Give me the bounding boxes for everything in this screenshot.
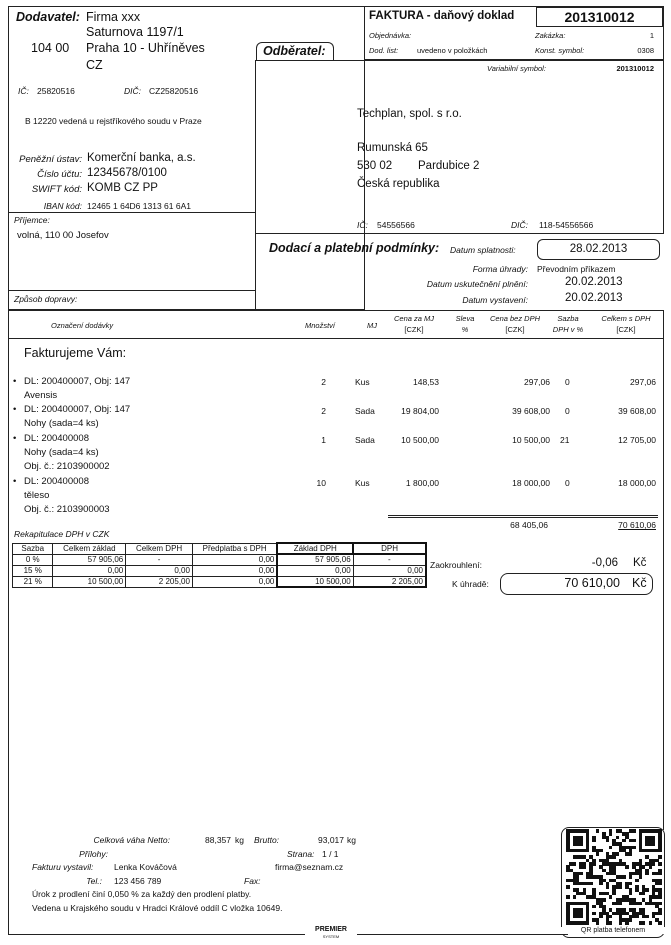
swift-code: KOMB CZ PP xyxy=(87,182,158,194)
vat-header-tax-base: Základ DPH xyxy=(277,543,353,554)
invoice-number: 201310012 xyxy=(536,7,663,27)
qr-module xyxy=(639,902,643,906)
item-rate: 0 xyxy=(565,377,570,387)
col-price-1: Cena za MJ xyxy=(393,314,435,323)
qr-module xyxy=(599,915,603,919)
account-label: Číslo účtu: xyxy=(37,169,82,180)
qr-module xyxy=(632,829,636,833)
bank-label: Peněžní ústav: xyxy=(19,154,82,165)
qr-module xyxy=(596,921,600,925)
qr-module xyxy=(586,849,590,853)
qr-module xyxy=(579,872,583,876)
qr-module xyxy=(629,918,633,922)
table-row xyxy=(13,576,427,587)
var-symbol-value: 201310012 xyxy=(616,64,654,73)
vat-cell: 0,00 xyxy=(192,565,277,576)
qr-module xyxy=(652,842,656,846)
terms-title: Dodací a platební podmínky: xyxy=(269,241,440,255)
rounding-label: Zaokrouhlení: xyxy=(430,560,482,570)
payment-label: Forma úhrady: xyxy=(472,264,528,274)
table-header-row xyxy=(13,543,427,554)
col-rate-2: DPH v % xyxy=(552,325,584,334)
customer-zip: 530 02 xyxy=(357,160,393,172)
brand-sub: SYSTEM xyxy=(322,934,340,939)
qr-module xyxy=(649,921,653,925)
list-item-bullet: • xyxy=(13,476,17,487)
item-base: 10 500,00 xyxy=(512,435,550,445)
qr-module xyxy=(625,865,629,869)
invoice-title: FAKTURA - daňový doklad xyxy=(369,10,515,22)
weight-net-value: 88,357 xyxy=(205,835,231,845)
payment-value: Převodním příkazem xyxy=(537,264,616,274)
qr-module xyxy=(609,832,613,836)
item-rate: 0 xyxy=(565,478,570,488)
supplier-ic: 25820516 xyxy=(37,86,75,96)
qr-module xyxy=(573,895,577,899)
qr-module xyxy=(658,872,662,876)
item-rate: 0 xyxy=(565,406,570,416)
supplier-street: Saturnova 1197/1 xyxy=(86,25,184,39)
item-line1: DL: 200400007, Obj: 147 xyxy=(24,376,131,387)
list-item-bullet: • xyxy=(13,404,17,415)
qr-module xyxy=(599,882,603,886)
qr-module xyxy=(592,839,596,843)
qr-module xyxy=(596,852,600,856)
vat-cell: 0,00 xyxy=(192,554,277,565)
const-symbol-value: 0308 xyxy=(637,46,654,55)
vat-recap-title: Rekapitulace DPH v CZK xyxy=(14,529,110,539)
qr-module xyxy=(616,852,620,856)
issued-date-label: Datum vystavení: xyxy=(462,295,528,305)
item-base: 39 608,00 xyxy=(512,406,550,416)
item-qty: 2 xyxy=(321,406,326,416)
vat-header-prepay: Předplatba s DPH xyxy=(192,543,277,554)
brand-name: PREMIER xyxy=(315,926,347,933)
col-discount-2: % xyxy=(461,325,469,334)
qr-module xyxy=(612,892,616,896)
page-value: 1 / 1 xyxy=(322,849,339,859)
delivery-note-label: Dod. list: xyxy=(369,46,399,55)
vat-cell: - xyxy=(353,554,426,565)
qr-module xyxy=(566,885,570,889)
supplier-country: CZ xyxy=(86,58,103,72)
item-line1: DL: 200400008 xyxy=(24,476,89,487)
item-qty: 2 xyxy=(321,377,326,387)
vat-cell: 2 205,00 xyxy=(353,576,426,587)
customer-street: Rumunská 65 xyxy=(357,142,428,154)
email: firma@seznam.cz xyxy=(275,862,344,872)
item-line1: DL: 200400008 xyxy=(24,433,89,444)
vat-header-vat: Celkem DPH xyxy=(126,543,193,554)
qr-module xyxy=(573,862,577,866)
vat-cell: 57 905,06 xyxy=(53,554,126,565)
customer-country: Česká republika xyxy=(357,178,440,190)
const-symbol-label: Konst. symbol: xyxy=(535,46,585,55)
col-unit: MJ xyxy=(367,321,377,330)
col-total-2: [CZK] xyxy=(616,325,636,334)
qr-module xyxy=(658,882,662,886)
qr-module xyxy=(619,921,623,925)
qr-module xyxy=(596,829,600,833)
item-line2: těleso xyxy=(24,490,50,501)
item-price: 10 500,00 xyxy=(401,435,439,445)
qr-module xyxy=(642,892,646,896)
vat-header-rate: Sazba xyxy=(13,543,53,554)
swift-label: SWIFT kód: xyxy=(31,184,82,195)
item-rate: 21 xyxy=(560,435,570,445)
item-line2: Nohy (sada=4 ks) xyxy=(24,418,99,429)
qr-module xyxy=(579,915,583,919)
weight-gross-unit: kg xyxy=(347,835,356,845)
brand-logo xyxy=(305,926,357,940)
fax-label: Fax: xyxy=(244,876,261,886)
qr-module xyxy=(609,895,613,899)
qr-module xyxy=(586,921,590,925)
item-qty: 1 xyxy=(321,435,326,445)
qr-module xyxy=(635,915,639,919)
col-total-1: Celkem s DPH xyxy=(601,314,651,323)
vat-recap-table xyxy=(12,542,427,588)
item-qty: 10 xyxy=(316,478,326,488)
item-line3: Obj. č.: 2103900003 xyxy=(24,504,110,515)
customer-dic: 118-54556566 xyxy=(539,220,594,230)
iban-code: 12465 1 64D6 1313 61 6A1 xyxy=(87,201,191,211)
supplier-dic: CZ25820516 xyxy=(149,86,199,96)
qr-module xyxy=(616,836,620,840)
col-rate-1: Sazba xyxy=(557,314,579,323)
item-unit: Kus xyxy=(355,478,370,488)
issuer-name: Lenka Kováčová xyxy=(114,862,177,872)
qr-module xyxy=(625,921,629,925)
customer-ic: 54556566 xyxy=(377,220,415,230)
table-row xyxy=(13,565,427,576)
qr-module xyxy=(599,849,603,853)
qr-module xyxy=(619,902,623,906)
col-base-1: Cena bez DPH xyxy=(489,314,541,323)
qr-caption: QR platba telefonem xyxy=(561,927,665,934)
item-line2: Nohy (sada=4 ks) xyxy=(24,447,99,458)
vat-cell: 57 905,06 xyxy=(277,554,353,565)
col-name: Označení dodávky xyxy=(51,321,114,330)
qr-module xyxy=(645,872,649,876)
delivery-note-value: uvedeno v položkách xyxy=(417,46,488,55)
item-price: 19 804,00 xyxy=(401,406,439,416)
qr-module xyxy=(592,912,596,916)
qr-module xyxy=(606,839,610,843)
qr-module xyxy=(606,885,610,889)
vat-cell: 10 500,00 xyxy=(53,576,126,587)
weight-gross-label: Brutto: xyxy=(254,835,280,845)
supplier-ic-label: IČ: xyxy=(18,86,29,96)
qr-module xyxy=(566,895,570,899)
vat-header-base: Celkem základ xyxy=(53,543,126,554)
recipient-label: Příjemce: xyxy=(14,215,50,225)
contract-value: 1 xyxy=(649,31,654,40)
iban-label: IBAN kód: xyxy=(43,201,82,211)
vat-cell: 0 % xyxy=(13,554,53,565)
rounding-value: -0,06 xyxy=(591,557,618,569)
supplier-register: B 12220 vedená u rejstříkového soudu v Praze xyxy=(25,116,202,126)
order-label: Objednávka: xyxy=(369,31,412,40)
vat-cell: - xyxy=(126,554,193,565)
qr-module xyxy=(658,912,662,916)
vat-cell: 0,00 xyxy=(53,565,126,576)
total-base: 68 405,06 xyxy=(510,520,548,530)
issued-date-value: 20.02.2013 xyxy=(565,292,623,304)
to-pay-currency: Kč xyxy=(632,576,647,590)
qr-module xyxy=(629,875,633,879)
qr-module xyxy=(642,921,646,925)
phone-value: 123 456 789 xyxy=(114,876,162,886)
qr-module xyxy=(658,862,662,866)
col-qty: Množství xyxy=(305,321,336,330)
item-total: 297,06 xyxy=(630,377,656,387)
qr-module xyxy=(589,882,593,886)
col-price-2: [CZK] xyxy=(404,325,424,334)
court-note: Vedena u Krajského soudu v Hradci Králové oddíl C vložka 10649. xyxy=(32,903,283,913)
col-discount-1: Sleva xyxy=(455,314,475,323)
qr-module xyxy=(612,855,616,859)
item-line3: Obj. č.: 2103900002 xyxy=(24,461,110,472)
item-line2: Avensis xyxy=(24,390,58,401)
qr-module xyxy=(632,846,636,850)
qr-module xyxy=(645,888,649,892)
taxable-date-value: 20.02.2013 xyxy=(565,276,623,288)
supplier-dic-label: DIČ: xyxy=(124,86,141,96)
qr-module xyxy=(609,846,613,850)
attachments-label: Přílohy: xyxy=(79,849,108,859)
qr-module xyxy=(629,892,633,896)
customer-ic-label: IČ: xyxy=(357,220,368,230)
qr-module xyxy=(658,895,662,899)
qr-code-icon[interactable] xyxy=(566,829,662,927)
item-total: 39 608,00 xyxy=(618,406,656,416)
qr-module xyxy=(635,879,639,883)
due-date-value: 28.02.2013 xyxy=(537,239,660,260)
supplier-city: Praha 10 - Uhříněves xyxy=(86,41,205,55)
vat-cell: 21 % xyxy=(13,576,53,587)
item-price: 148,53 xyxy=(413,377,439,387)
qr-module xyxy=(629,852,633,856)
qr-module xyxy=(629,882,633,886)
total-with-vat: 70 610,06 xyxy=(618,520,656,530)
page-label: Strana: xyxy=(287,849,315,859)
weight-gross-value: 93,017 xyxy=(318,835,344,845)
issuer-label: Fakturu vystavil: xyxy=(32,862,94,872)
vat-cell: 0,00 xyxy=(353,565,426,576)
qr-module xyxy=(602,898,606,902)
qr-module xyxy=(622,839,626,843)
col-base-2: [CZK] xyxy=(505,325,525,334)
table-row xyxy=(13,554,427,565)
qr-module xyxy=(609,915,613,919)
qr-module xyxy=(592,862,596,866)
customer-dic-label: DIČ: xyxy=(511,220,528,230)
qr-module xyxy=(579,842,583,846)
to-pay-value: 70 610,00 xyxy=(564,576,620,590)
vat-cell: 0,00 xyxy=(192,576,277,587)
customer-frame xyxy=(255,60,664,234)
qr-module xyxy=(632,839,636,843)
transport-label: Způsob dopravy: xyxy=(14,294,78,304)
customer-name: Techplan, spol. s r.o. xyxy=(357,108,462,120)
qr-module xyxy=(652,862,656,866)
var-symbol-label: Variabilní symbol: xyxy=(487,64,546,73)
rounding-currency: Kč xyxy=(633,557,647,569)
to-pay-label: K úhradě: xyxy=(452,579,489,589)
qr-module xyxy=(609,921,613,925)
item-unit: Sada xyxy=(355,435,375,445)
vat-cell: 0,00 xyxy=(277,565,353,576)
item-unit: Sada xyxy=(355,406,375,416)
qr-module xyxy=(639,875,643,879)
taxable-date-label: Datum uskutečnění plnění: xyxy=(426,279,528,289)
vat-cell: 0,00 xyxy=(126,565,193,576)
vat-cell: 2 205,00 xyxy=(126,576,193,587)
supplier-name: Firma xxx xyxy=(86,10,141,24)
customer-label: Odběratel: xyxy=(256,42,334,60)
item-total: 18 000,00 xyxy=(618,478,656,488)
phone-label: Tel.: xyxy=(86,876,102,886)
item-line1: DL: 200400007, Obj: 147 xyxy=(24,404,131,415)
item-base: 297,06 xyxy=(524,377,550,387)
item-base: 18 000,00 xyxy=(512,478,550,488)
supplier-zip: 104 00 xyxy=(31,41,70,55)
supplier-label: Dodavatel: xyxy=(16,10,80,24)
qr-module xyxy=(583,865,587,869)
qr-module xyxy=(645,915,649,919)
recipient-value: volná, 110 00 Josefov xyxy=(17,230,109,241)
vat-cell: 10 500,00 xyxy=(277,576,353,587)
vat-header-tax: DPH xyxy=(353,543,426,554)
qr-module xyxy=(592,905,596,909)
qr-module xyxy=(622,875,626,879)
qr-module xyxy=(658,855,662,859)
customer-city: Pardubice 2 xyxy=(418,160,480,172)
item-unit: Kus xyxy=(355,377,370,387)
account-number: 12345678/0100 xyxy=(87,167,167,179)
qr-module xyxy=(619,885,623,889)
bank-name: Komerční banka, a.s. xyxy=(87,152,196,164)
qr-module xyxy=(658,849,662,853)
item-total: 12 705,00 xyxy=(618,435,656,445)
intro-text: Fakturujeme Vám: xyxy=(24,346,127,360)
due-date-label: Datum splatnosti: xyxy=(450,245,516,255)
vat-cell: 15 % xyxy=(13,565,53,576)
qr-module xyxy=(649,865,653,869)
item-price: 1 800,00 xyxy=(405,478,439,488)
list-item-bullet: • xyxy=(13,376,17,387)
weight-net-label: Celková váha Netto: xyxy=(93,835,170,845)
weight-net-unit: kg xyxy=(235,835,244,845)
interest-note: Úrok z prodlení činí 0,050 % za každý den prodlení platby. xyxy=(32,889,252,899)
contract-label: Zakázka: xyxy=(535,31,566,40)
qr-module xyxy=(658,921,662,925)
qr-module xyxy=(658,902,662,906)
list-item-bullet: • xyxy=(13,433,17,444)
